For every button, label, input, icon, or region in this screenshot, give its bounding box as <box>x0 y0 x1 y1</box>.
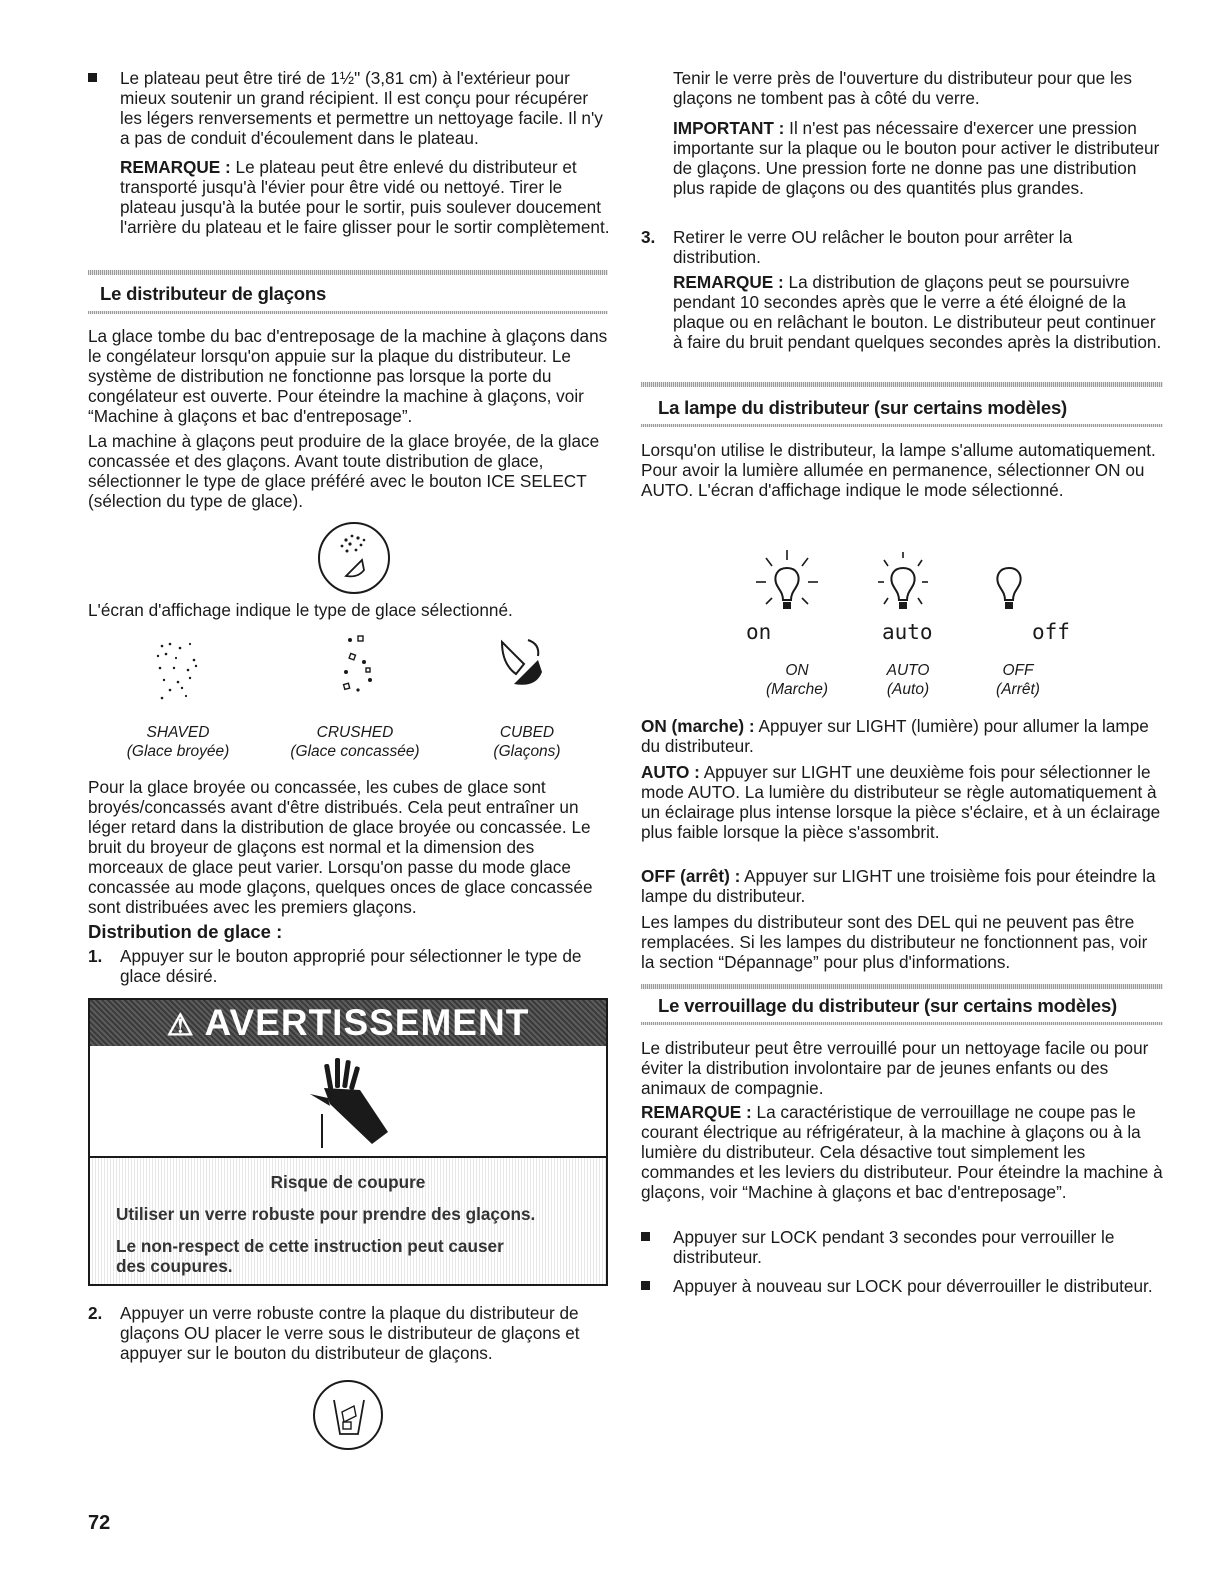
lock-bullet-2 <box>641 1276 1163 1296</box>
auto-desc <box>641 762 1163 842</box>
section-title-lock: Le verrouillage du distributeur (sur certains modèles) <box>658 995 1118 1016</box>
ice-type-crushed <box>280 723 430 761</box>
auto-label: AUTO : <box>641 762 700 782</box>
step3-text: Retirer le verre OU relâcher le bouton pour arrêter la distribution. <box>673 227 1073 267</box>
display-text: L'écran d'affichage indique le type de glace sélectionné. <box>88 600 513 620</box>
page-number: 72 <box>88 1512 111 1534</box>
on-label: ON (marche) : <box>641 716 755 736</box>
ice-select-button-icon <box>306 518 402 594</box>
warning-text-area <box>90 1156 606 1284</box>
warning-triangle-icon: ⚠ <box>166 1009 195 1042</box>
lock-bullet-2-text: Appuyer à nouveau sur LOCK pour déverrouiller le distributeur. <box>673 1276 1153 1296</box>
lamp-mode-on-sub: (Marche) <box>765 681 828 698</box>
crushed-ice-icon <box>330 632 390 702</box>
step2-text: Appuyer un verre robuste contre la plaque du distributeur de glaçons OU placer le verre sous le distributeur de glaçons et appuyer sur le bouton du distributeur de glaçons. <box>120 1303 580 1363</box>
lamp-display-on: on <box>746 620 772 644</box>
lock-bullet-1 <box>641 1227 1163 1267</box>
distribution-note <box>673 272 1163 352</box>
off-text: Appuyer sur LIGHT une troisième fois pour éteindre la lampe du distributeur. <box>641 866 1156 906</box>
lock-divider-top <box>641 984 1163 989</box>
cut-hand-icon <box>300 1054 400 1152</box>
cubed-ice-icon <box>488 634 554 696</box>
glass-continuation: Tenir le verre près de l'ouverture du distributeur pour que les glaçons ne tombent pas à côté du verre. <box>673 68 1132 108</box>
tray-bullet-text: Le plateau peut être tiré de 1½" (3,81 cm) à l'extérieur pour mieux soutenir un grand récipient. Il est conçu pour récupérer les légers renversements et permettre un nettoyage facile. Il n'y a pas de conduit d'écoulement dans le plateau. <box>120 68 603 148</box>
important-text: Il n'est pas nécessaire d'exercer une pression importante sur la plaque ou le bouton pour activer le distributeur de glaçons. Une pression forte ne donne pas une distribution plus rapide de glaçons ou des quantités plus grandes. <box>673 118 1160 198</box>
off-label: OFF (arrêt) : <box>641 866 741 886</box>
section-divider-top <box>88 270 608 275</box>
auto-text: Appuyer sur LIGHT une deuxième fois pour sélectionner le mode AUTO. La lumière du distributeur se règle automatiquement à un éclairage plus intense lorsque la pièce s'éclaire, et à un éclairage plus faible lorsque la pièce s'assombrit. <box>641 762 1161 842</box>
ice-lever-icon <box>310 1376 386 1454</box>
step2-number: 2. <box>88 1303 103 1323</box>
ice-type-shaved-name: SHAVED <box>146 724 210 741</box>
on-text: Appuyer sur LIGHT (lumière) pour allumer la lampe du distributeur. <box>641 716 1149 756</box>
shaved-ice-icon <box>150 638 210 704</box>
important-label: IMPORTANT : <box>673 118 785 138</box>
ice-type-shaved <box>118 723 238 761</box>
step1-number: 1. <box>88 946 103 966</box>
lamp-mode-auto-sub: (Auto) <box>886 681 930 698</box>
lamp-off-icon <box>984 548 1034 620</box>
section-title-lamp: La lampe du distributeur (sur certains modèles) <box>658 397 1068 418</box>
warning-pictogram-area <box>90 1046 606 1156</box>
warning-risk: Risque de coupure <box>270 1172 426 1192</box>
lock-divider-bottom <box>641 1022 1163 1025</box>
lock-note-label: REMARQUE : <box>641 1102 752 1122</box>
ice-type-crushed-name: CRUSHED <box>316 724 394 741</box>
ice-para-3: Pour la glace broyée ou concassée, les cubes de glace sont broyés/concassés avant d'être distribués. Cela peut entraîner un léger retard dans la distribution de glace broyée ou concassée. Le bruit du broyeur de glaçons est normal et la dimension des morceaux de glace peut varier. Lorsqu'on passe du mode glace concassée au mode glaçons, quelques onces de glace concassée sont distribuées avec les premiers glaçons. <box>88 777 593 917</box>
lamp-mode-off-sub: (Arrêt) <box>996 681 1040 698</box>
tray-note <box>120 157 610 237</box>
warning-box <box>88 998 608 1286</box>
distribution-note-label: REMARQUE : <box>673 272 784 292</box>
tray-note-text: Le plateau peut être enlevé du distributeur et transporté jusqu'à l'évier pour être vidé ou nettoyé. Tirer le plateau jusqu'à la butée pour le sortir, puis soulever doucement l'arrière du plateau et le faire glisser pour le sortir complètement. <box>120 157 610 237</box>
ice-type-cubed-name: CUBED <box>499 724 555 741</box>
ice-type-shaved-sub: (Glace broyée) <box>126 743 230 760</box>
lamp-divider-top <box>641 382 1163 387</box>
lamp-mode-on <box>742 661 852 699</box>
tray-note-label: REMARQUE : <box>120 157 231 177</box>
tray-bullet <box>88 68 608 148</box>
important-note <box>673 118 1163 198</box>
led-para: Les lampes du distributeur sont des DEL qui ne peuvent pas être remplacées. Si les lampes du distributeur ne fonctionnent pas, voir la section “Dépannage” pour plus d'informations. <box>641 912 1148 972</box>
lamp-on-icon <box>752 548 822 620</box>
ice-para-1: La glace tombe du bac d'entreposage de la machine à glaçons dans le congélateur lorsqu'on appuie sur la plaque du distributeur. Le système de distribution ne fonctionne pas lorsque la porte du congélateur est ouverte. Pour éteindre la machine à glaçons, voir “Machine à glaçons et bac d'entreposage”. <box>88 326 608 426</box>
section-title-ice-dispenser: Le distributeur de glaçons <box>100 283 327 304</box>
lock-bullet-1-text: Appuyer sur LOCK pendant 3 secondes pour verrouiller le distributeur. <box>673 1227 1115 1267</box>
subheading-ice-distribution: Distribution de glace : <box>88 921 283 942</box>
lamp-mode-auto-name: AUTO <box>886 662 930 679</box>
warning-line-2: Le non-respect de cette instruction peut causer des coupures. <box>116 1236 504 1276</box>
lamp-mode-off <box>968 661 1068 699</box>
lamp-divider-bottom <box>641 424 1163 427</box>
lamp-para: Lorsqu'on utilise le distributeur, la lampe s'allume automatiquement. Pour avoir la lumière allumée en permanence, sélectionner ON ou AUTO. L'écran d'affichage indique le mode sélectionné. <box>641 440 1156 500</box>
section-divider-bottom <box>88 311 608 314</box>
lamp-mode-off-name: OFF <box>1002 662 1034 679</box>
warning-title: AVERTISSEMENT <box>204 1002 530 1043</box>
warning-line-1: Utiliser un verre robuste pour prendre des glaçons. <box>116 1204 536 1224</box>
lock-note <box>641 1102 1163 1202</box>
ice-para-2: La machine à glaçons peut produire de la glace broyée, de la glace concassée et des glaçons. Avant toute distribution de glace, sélectionner le type de glace préféré avec le bouton ICE SELECT (sélection du type de glace). <box>88 431 600 511</box>
warning-header <box>90 1000 606 1046</box>
lamp-display-off: off <box>1032 620 1070 644</box>
lamp-auto-icon <box>868 548 938 620</box>
ice-type-cubed-sub: (Glaçons) <box>493 743 561 760</box>
ice-type-cubed <box>472 723 582 761</box>
lock-note-text: La caractéristique de verrouillage ne coupe pas le courant électrique au réfrigérateur, à la machine à glaçons ou à la lumière du distributeur. Cela désactive tout simplement les commandes et les leviers du distributeur. Pour éteindre la machine à glaçons, voir “Machine à glaçons et bac d'entreposage”. <box>641 1102 1163 1202</box>
ice-type-crushed-sub: (Glace concassée) <box>290 743 420 760</box>
lamp-mode-auto <box>858 661 958 699</box>
on-desc <box>641 716 1163 756</box>
step1-text: Appuyer sur le bouton approprié pour sélectionner le type de glace désiré. <box>120 946 582 986</box>
distribution-note-text: La distribution de glaçons peut se poursuivre pendant 10 secondes après que le verre a été éloigné de la plaque ou en relâchant le bouton. Le distributeur peut continuer à faire du bruit pendant quelques secondes après la distribution. <box>673 272 1162 352</box>
lamp-display-auto: auto <box>882 620 933 644</box>
lock-para: Le distributeur peut être verrouillé pour un nettoyage facile ou pour éviter la distribution involontaire par de jeunes enfants ou des animaux de compagnie. <box>641 1038 1149 1098</box>
lamp-mode-on-name: ON <box>785 662 809 679</box>
off-desc <box>641 866 1163 906</box>
step3-number: 3. <box>641 227 656 247</box>
